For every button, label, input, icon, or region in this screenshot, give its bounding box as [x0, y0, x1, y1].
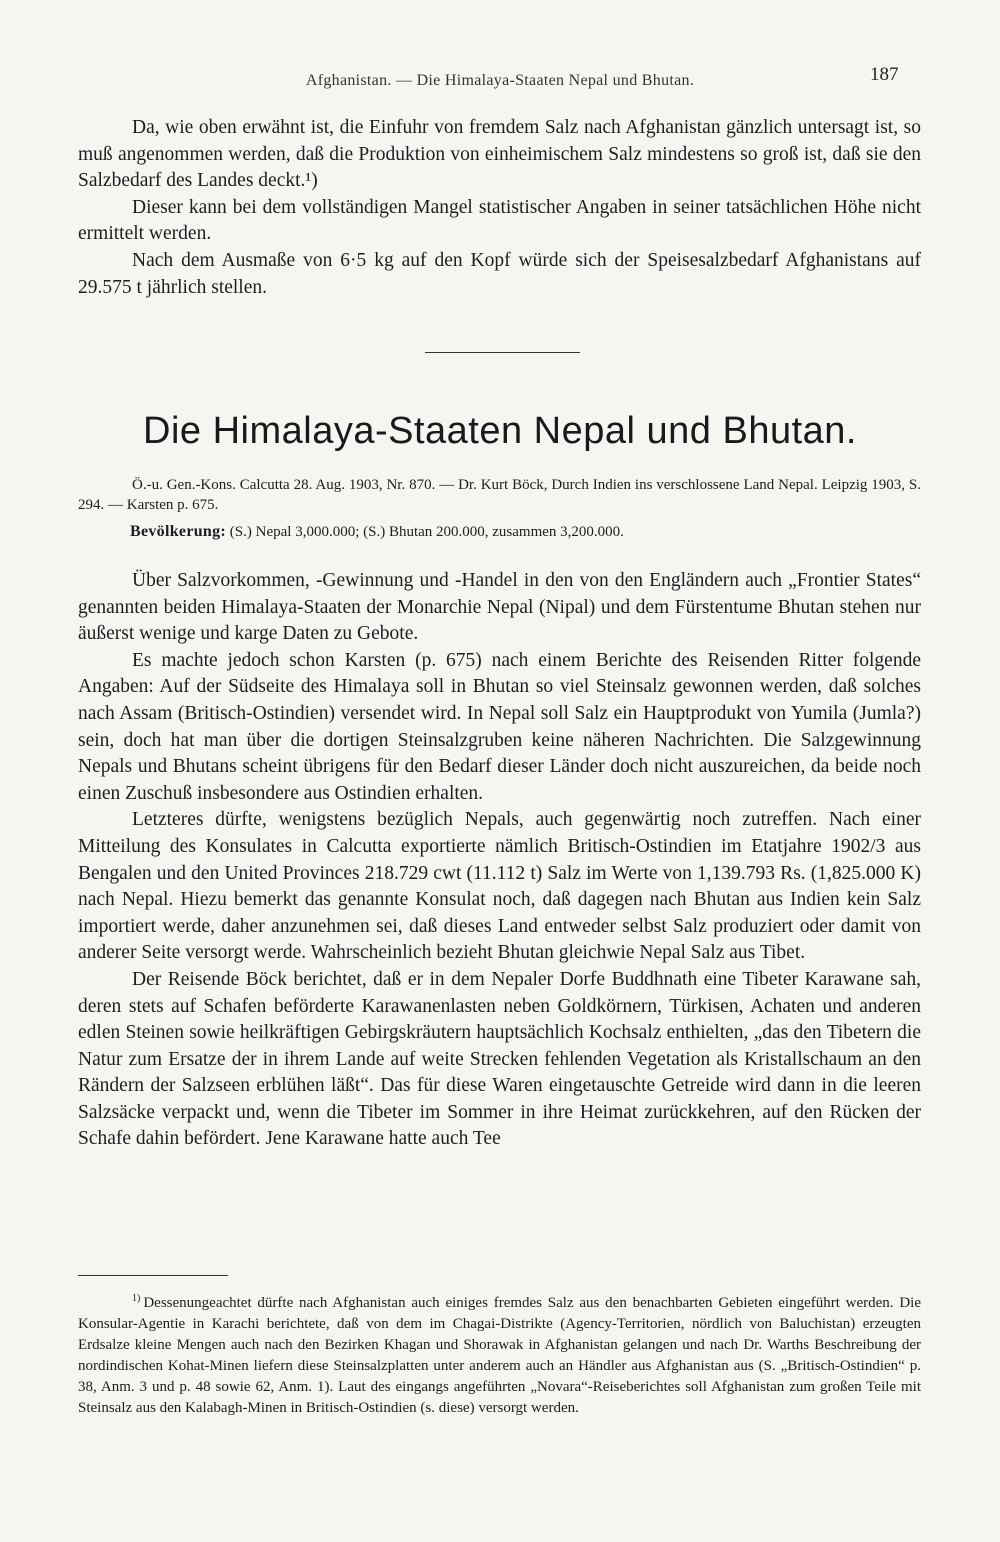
afghanistan-conclusion [78, 115, 921, 301]
source-references: Ö.-u. Gen.-Kons. Calcutta 28. Aug. 1903, Nr. 870. — Dr. Kurt Böck, Durch Indien ins verschlossene Land Nepal. Leipzig 1903, S. 294. — Karsten p. 675. [78, 477, 921, 513]
footnote-text: Dessenungeachtet dürfte nach Afghanistan auch einiges fremdes Salz aus den benachbarten Gebieten eingeführt werden. Die Konsular-Agentie in Karachi berichtete, daß von dem im Chagai-Distrikte (Agency-Territorien, nördlich von Baluchistan) erzeugten Erdsalze kleine Mengen auch nach den Bezirken Khagan und Shorawak in Afghanistan gelangen und nach Dr. Warths Beschreibung der nordindischen Kohat-Minen liefern diese Steinsalzplatten unter anderem auch an Händler aus Afghanistan aus (S. „Britisch-Ostindien“ p. 38, Anm. 3 und p. 48 sowie 62, Anm. 1). Laut des eingangs angeführten „Novara“-Reiseberichtes soll Afghanistan zum großen Teile mit Steinsalz aus den Kalabagh-Minen in Britisch-Ostindien (s. diese) versorgt werden. [78, 1295, 921, 1416]
paragraph: Dieser kann bei dem vollständigen Mangel statistischer Angaben in seiner tatsächlichen Höhe nicht ermittelt werden. [78, 196, 921, 245]
paragraph: Über Salzvorkommen, -Gewinnung und -Handel in den von den Engländern auch „Frontier States“ genannten beiden Himalaya-Staaten der Monarchie Nepal (Nipal) und dem Fürstentume Bhutan stehen nur äußerst wenige und karge Daten zu Gebote. [78, 570, 921, 645]
page-number: 187 [870, 64, 899, 85]
running-head: Afghanistan. — Die Himalaya-Staaten Nepal und Bhutan. [305, 72, 695, 89]
footnote [78, 1288, 921, 1419]
footnote-divider [78, 1275, 228, 1276]
paragraph: Nach dem Ausmaße von 6·5 kg auf den Kopf würde sich der Speisesalzbedarf Afghanistans auf 29.575 t jährlich stellen. [78, 249, 921, 298]
population-line [130, 522, 921, 543]
section-divider [425, 352, 580, 353]
section-body [78, 568, 921, 1153]
paragraph: Es machte jedoch schon Karsten (p. 675) nach einem Berichte des Reisenden Ritter folgende Angaben: Auf der Südseite des Himalaya soll in Bhutan so viel Steinsalz gewonnen werden, daß solches nach Assam (Britisch-Ostindien) versendet wird. In Nepal soll Salz ein Hauptprodukt von Yumila (Jumla?) sein, doch hat man über die dortigen Steinsalzgruben keine näheren Nachrichten. Die Salzgewinnung Nepals und Bhutans scheint übrigens für den Bedarf dieser Länder doch nicht auszureichen, da beide noch einen Zuschuß insbesondere aus Ostindien erhalten. [78, 649, 921, 804]
population-figures: (S.) Nepal 3,000.000; (S.) Bhutan 200.000, zusammen 3,200.000. [229, 524, 624, 540]
paragraph: Letzteres dürfte, wenigstens bezüglich Nepals, auch gegenwärtig noch zutreffen. Nach einer Mitteilung des Konsulates in Calcutta exportierte nämlich Britisch-Ostindien im Etatjahre 1902/3 aus Bengalen und den United Provinces 218.729 cwt (11.112 t) Salz im Werte von 1,139.793 Rs. (1,825.000 K) nach Nepal. Hiezu bemerkt das genannte Konsulat noch, daß dagegen nach Bhutan aus Indien kein Salz importiert werde, daher anzunehmen sei, daß dieses Land entweder selbst Salz produziert oder damit von anderer Seite versorgt werde. Wahrscheinlich bezieht Bhutan gleichwie Nepal Salz aus Tibet. [78, 809, 921, 964]
paragraph: Da, wie oben erwähnt ist, die Einfuhr von fremdem Salz nach Afghanistan gänzlich untersagt ist, so muß angenommen werden, daß die Produktion von einheimischem Salz mindestens so groß ist, daß sie den Salzbedarf des Landes deckt.¹) [78, 117, 921, 192]
footnote-marker: 1) [132, 1293, 141, 1304]
population-label: Bevölkerung: [130, 523, 227, 540]
section-title: Die Himalaya-Staaten Nepal und Bhutan. [143, 410, 857, 452]
paragraph: Der Reisende Böck berichtet, daß er in dem Nepaler Dorfe Buddhnath eine Tibeter Karawane sah, deren stets auf Schafen beförderte Karawanenlasten neben Goldkörnern, Türkisen, Achaten und anderen edlen Steinen sowie heilkräftigen Gebirgskräutern hauptsächlich Kochsalz enthielten, „das den Tibetern die Natur zum Ersatze der in ihrem Lande auf weite Strecken fehlenden Vegetation als Kristallschaum an den Rändern der Salzseen erblühen läßt“. Das für diese Waren eingetauschte Getreide wird dann in die leeren Salzsäcke verpackt und, wenn die Tibeter im Sommer in ihre Heimat zurückkehren, auf den Rücken der Schafe dahin befördert. Jene Karawane hatte auch Tee [78, 968, 921, 1150]
